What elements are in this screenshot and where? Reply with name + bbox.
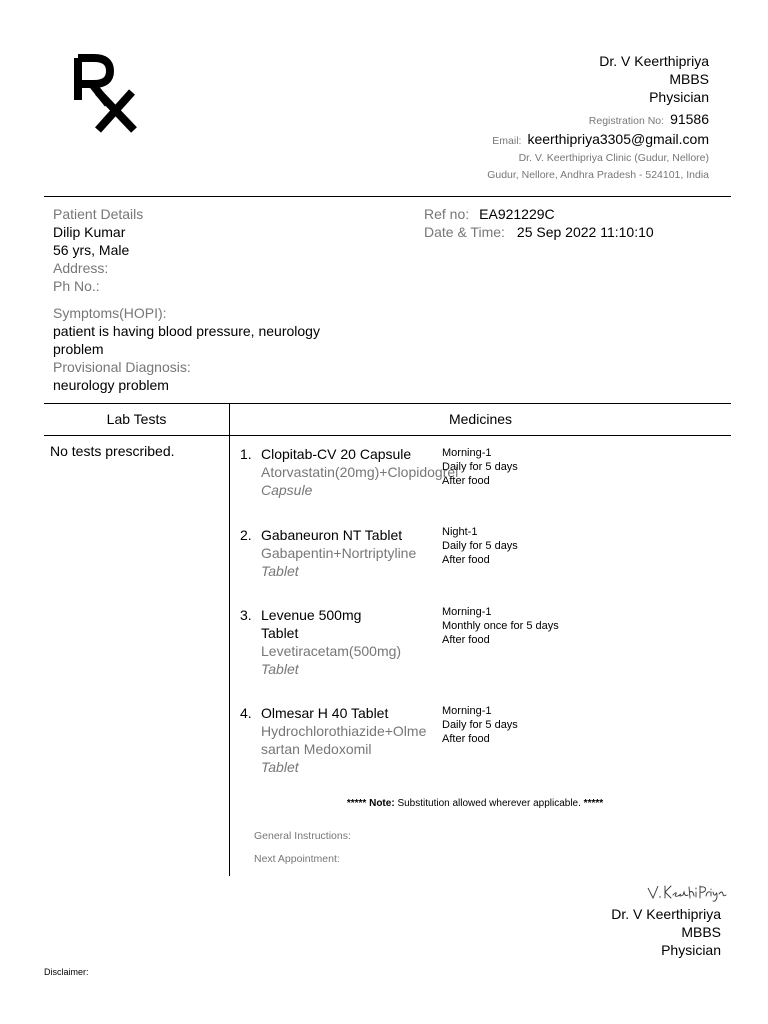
doctor-title: Physician bbox=[649, 89, 709, 105]
substitution-note bbox=[230, 798, 720, 810]
medicine-dosage bbox=[442, 446, 518, 488]
rx-icon bbox=[74, 54, 144, 134]
email-label: Email: bbox=[492, 135, 522, 147]
patient-name: Dilip Kumar bbox=[53, 224, 126, 240]
medicine-item bbox=[240, 606, 415, 678]
frequency: Monthly once for 5 days bbox=[442, 620, 559, 632]
timing: After food bbox=[442, 554, 490, 566]
medicine-form: Tablet bbox=[261, 563, 299, 579]
patient-details bbox=[53, 205, 383, 295]
note-suffix: ***** bbox=[583, 798, 604, 809]
medicine-number: 2. bbox=[240, 527, 252, 543]
diagnosis-label: Provisional Diagnosis: bbox=[53, 359, 191, 375]
header-divider bbox=[44, 196, 731, 197]
medicine-dosage bbox=[442, 525, 518, 567]
ref-value: EA921229C bbox=[479, 206, 555, 222]
dose: Morning-1 bbox=[442, 606, 492, 618]
dose: Morning-1 bbox=[442, 705, 492, 717]
patient-phone-label: Ph No.: bbox=[53, 278, 100, 294]
reference-block bbox=[424, 205, 734, 241]
table-header-line bbox=[44, 435, 731, 436]
medicine-form: Capsule bbox=[261, 482, 313, 498]
email-value: keerthipriya3305@gmail.com bbox=[527, 131, 709, 147]
medicine-name: Olmesar H 40 Tablet bbox=[261, 705, 389, 721]
frequency: Daily for 5 days bbox=[442, 540, 518, 552]
medicine-name: Levenue 500mg Tablet bbox=[261, 607, 362, 641]
note-bold: Note: bbox=[369, 798, 395, 809]
table-top-line bbox=[44, 403, 731, 404]
medicine-form: Tablet bbox=[261, 759, 299, 775]
patient-age-gender: 56 yrs, Male bbox=[53, 242, 130, 258]
registration-value: 91586 bbox=[670, 111, 709, 127]
footer-doctor-title: Physician bbox=[661, 942, 721, 958]
disclaimer-label: Disclaimer: bbox=[44, 967, 89, 977]
next-appointment-label: Next Appointment: bbox=[254, 853, 340, 865]
medicines-header: Medicines bbox=[448, 411, 513, 427]
timing: After food bbox=[442, 733, 490, 745]
medicine-generic: Atorvastatin(20mg)+Clopidogrel bbox=[261, 464, 459, 480]
timing: After food bbox=[442, 634, 490, 646]
datetime-label: Date & Time: bbox=[424, 224, 505, 240]
doctor-name: Dr. V Keerthipriya bbox=[599, 53, 709, 69]
medicine-number: 1. bbox=[240, 446, 252, 462]
timing: After food bbox=[442, 475, 490, 487]
medicine-name: Gabaneuron NT Tablet bbox=[261, 527, 403, 543]
medicine-generic: Gabapentin+Nortriptyline bbox=[261, 545, 417, 561]
medicine-form: Tablet bbox=[261, 661, 299, 677]
clinic-name: Dr. V. Keerthipriya Clinic (Gudur, Nellore) bbox=[518, 152, 709, 164]
general-instructions-label: General Instructions: bbox=[254, 830, 351, 842]
doctor-footer bbox=[611, 905, 721, 959]
signature-image bbox=[640, 878, 730, 904]
diagnosis-value: neurology problem bbox=[53, 377, 169, 393]
medicine-item bbox=[240, 445, 459, 499]
medicine-item bbox=[240, 704, 430, 776]
note-prefix: ***** bbox=[346, 798, 367, 809]
medicine-item bbox=[240, 526, 430, 580]
dose: Morning-1 bbox=[442, 447, 492, 459]
lab-tests-empty: No tests prescribed. bbox=[50, 443, 175, 459]
clinic-address: Gudur, Nellore, Andhra Pradesh - 524101, India bbox=[487, 169, 709, 181]
footer-doctor-name: Dr. V Keerthipriya bbox=[611, 906, 721, 922]
registration-line bbox=[487, 110, 709, 130]
patient-details-label: Patient Details bbox=[53, 206, 144, 222]
patient-address-label: Address: bbox=[53, 260, 109, 276]
medicine-number: 4. bbox=[240, 705, 252, 721]
symptoms-value: patient is having blood pressure, neurology problem bbox=[53, 323, 320, 357]
medicine-number: 3. bbox=[240, 607, 252, 623]
medicine-dosage bbox=[442, 605, 559, 647]
doctor-degree: MBBS bbox=[669, 71, 709, 87]
email-line bbox=[487, 130, 709, 150]
frequency: Daily for 5 days bbox=[442, 719, 518, 731]
doctor-header bbox=[487, 52, 709, 184]
registration-label: Registration No: bbox=[588, 115, 665, 127]
footer-doctor-degree: MBBS bbox=[681, 924, 721, 940]
medicine-dosage bbox=[442, 704, 518, 746]
datetime-value: 25 Sep 2022 11:10:10 bbox=[516, 224, 654, 240]
medicine-generic: Hydrochlorothiazide+Olmesartan Medoxomil bbox=[261, 723, 427, 757]
ref-label: Ref no: bbox=[424, 206, 470, 222]
note-text: Substitution allowed wherever applicable. bbox=[397, 798, 581, 809]
dose: Night-1 bbox=[442, 526, 478, 538]
medicine-name: Clopitab-CV 20 Capsule bbox=[261, 446, 412, 462]
medicine-generic: Levetiracetam(500mg) bbox=[261, 643, 402, 659]
lab-tests-header: Lab Tests bbox=[106, 411, 167, 427]
symptoms-label: Symptoms(HOPI): bbox=[53, 305, 167, 321]
clinical-section bbox=[53, 304, 353, 394]
frequency: Daily for 5 days bbox=[442, 461, 518, 473]
